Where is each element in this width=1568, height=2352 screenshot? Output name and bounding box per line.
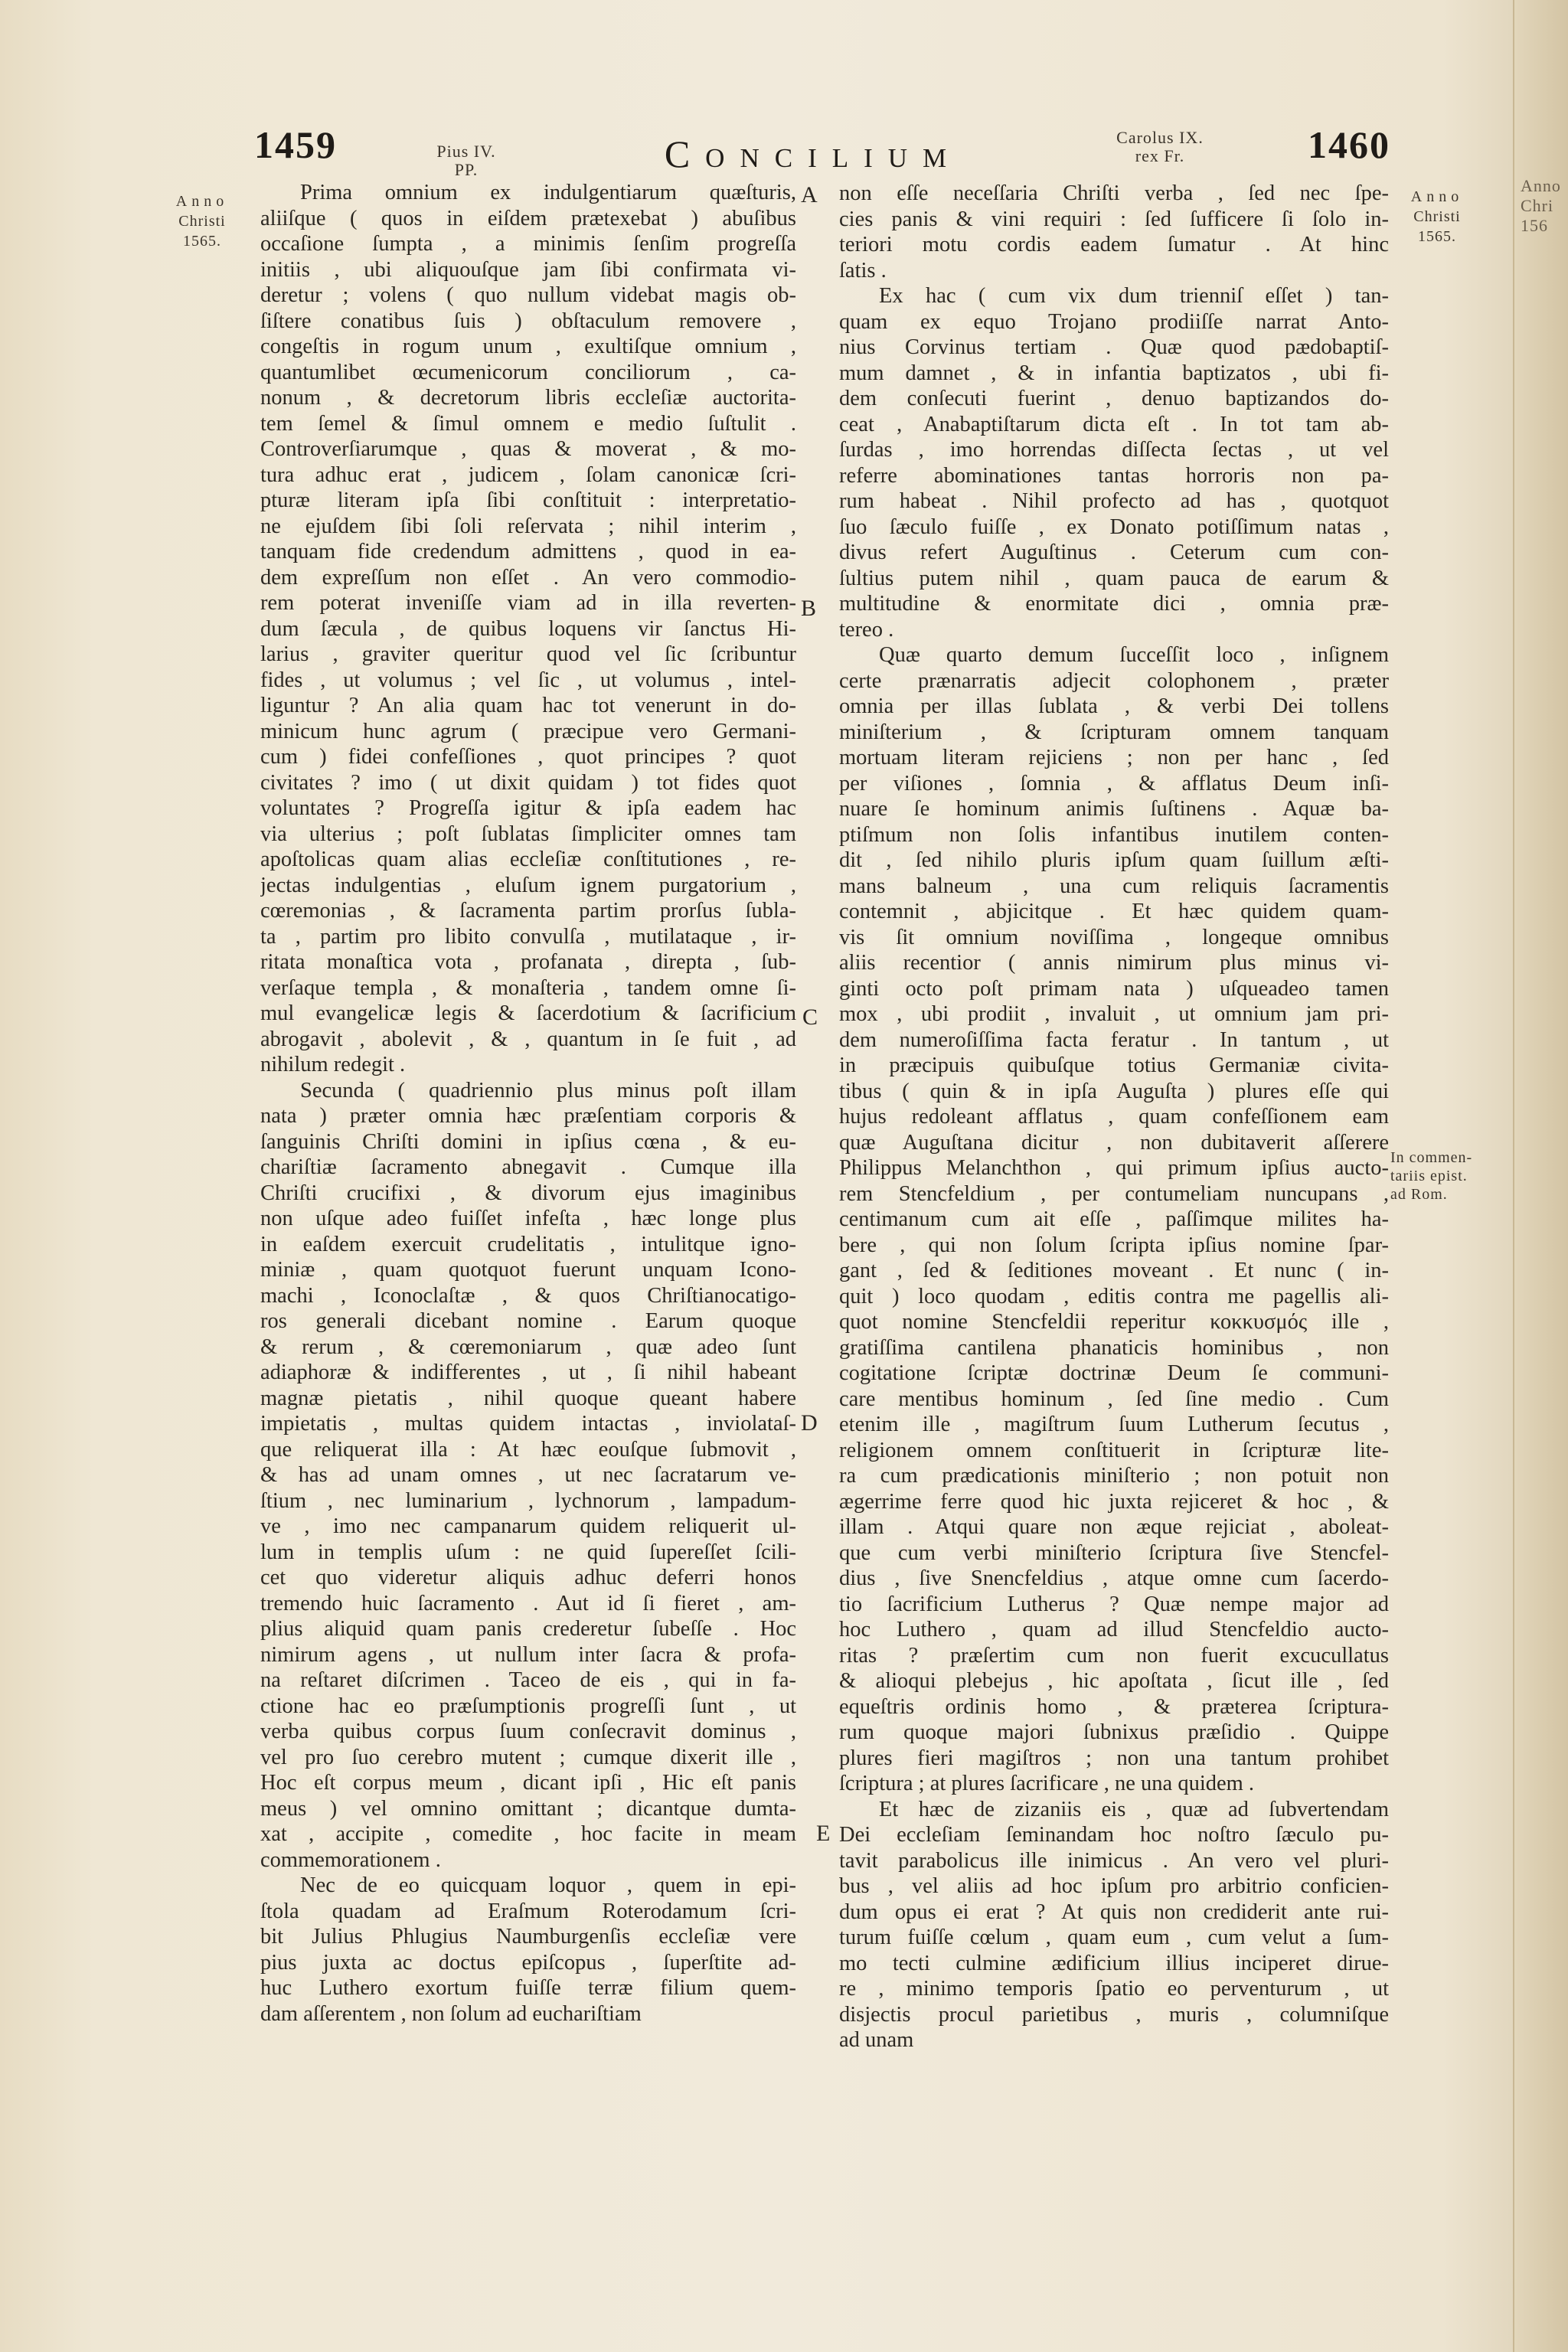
text-line: disjectis procul parietibus , muris , columniſque [839,2002,1389,2027]
text-line: dam aſſerentem , non ſolum ad euchariſtiam [260,2001,642,2026]
text-line: vel pro ſuo cerebro mutent ; cumque dixerit ille , [260,1745,796,1769]
text-line: lum in templis uſum : ne quid ſupereſſet ſcili- [260,1540,796,1564]
text-line: bere , qui non ſolum ſcripta ipſius nomine ſpar- [839,1233,1389,1257]
text-line: hujus redoleant afflatus , quam confeſſionem eam [839,1105,1389,1129]
text-line: nata ) præter omnia hæc præſentiam corporis & [260,1104,796,1128]
text-line: Prima omnium ex indulgentiarum quæſturis, [300,181,796,204]
text-line: quit ) loco quodam , editis contra me pagellis ali- [839,1284,1389,1308]
section-letter-e: E [816,1821,831,1846]
running-title: Concilium [664,132,962,175]
text-line: dem expreſſum non eſſet . An vero commodio- [260,565,796,590]
text-line: ta , partim pro libito convulſa , mutilataque , ir- [260,924,796,949]
text-line: ſatis . [839,258,887,283]
text-line: per viſiones , ſomnia , & afflatus Deum inſi- [839,771,1389,795]
text-line: ſanguinis Chriſti domini in ipſius cœna , & eu- [260,1129,796,1154]
text-line: ptiſmum non ſolis infantibus inutilem conten- [839,822,1389,847]
text-line: multitudine & enormitate dici , omnia præ- [839,592,1389,616]
text-line: apoſtolicas quam alias eccleſiæ conſtitutiones , re- [260,848,796,871]
text-line: xat , accipite , comedite , hoc facite in meam [260,1822,796,1846]
text-line: vis ſit omnium noviſſima , longeque omnibus [839,925,1389,949]
text-line: abrogavit , abolevit , & , quantum in ſe fuit , ad [260,1027,796,1051]
text-line: non uſque adeo fuiſſet infeſta , hæc longe plus [260,1207,796,1230]
section-letter-d: D [801,1410,818,1436]
text-line: rem Stencfeldium , per contumeliam nuncupans , [839,1181,1389,1206]
king-header [1087,129,1233,165]
text-line: ſultius putem nihil , quam pauca de earum & [839,566,1389,590]
text-line: certe prænarratis adjecit colophonem , præter [839,668,1389,693]
text-line: tavit parabolicus ille inimicus . An vero vel pluri- [839,1848,1389,1873]
year-label: Christi [178,213,226,230]
text-line: tremendo huic ſacramento . Aut id ſi fieret , am- [260,1591,796,1615]
text-line: rum habeat . Nihil profecto ad has , quotquot [839,489,1389,513]
text-line: etenim ille , magiſtrum ſuum Lutherum ſecutus , [839,1413,1389,1436]
adjacent-page-margin-text [1521,176,1563,236]
text-line: rem poterat inveniſſe viam ad in illa reverten- [260,591,796,615]
text-line: hoc Luthero , quam ad illud Stencfeldio aucto- [839,1618,1389,1642]
text-line: religionem omnem conſtituerit in ſcripturæ lite- [839,1438,1389,1462]
text-line: chariſtiæ ſacramento abnegavit . Cumque illa [260,1155,796,1179]
text-line: & has ad unam omnes , ut nec ſacratarum ve- [260,1463,796,1487]
text-line: ctione hac eo præſumptionis progreſſi ſunt , ut [260,1694,796,1718]
text-line: mox , ubi prodiit , invaluit , ut omnium jam pri- [839,1002,1389,1026]
left-page-number: 1459 [254,123,337,166]
text-line: Et hæc de zizaniis eis , quæ ad ſubvertendam [879,1797,1389,1821]
text-line: commemorationem . [260,1847,441,1872]
year-value: 1565. [1418,228,1456,245]
text-line: mortuam literam rejiciens ; non per hanc , ſed [839,746,1389,769]
section-letter-c: C [802,1004,818,1030]
text-line: quæ Auguſtana dicitur , non dubitaverit aſſerere [839,1130,1389,1155]
text-line: aliis recentior ( annis nimirum plus minus vi- [839,951,1389,975]
year-value: 1565. [183,233,221,250]
text-line: tura adhuc erat , judicem , ſolam canonicæ ſcri- [260,462,796,487]
text-line: minicum hunc agrum ( præcipue vero Germani- [260,719,796,743]
text-line: ſuo ſæculo fuiſſe , ex Donato potiſſimum natas , [839,514,1389,539]
text-line: Hoc eſt corpus meum , dicant ipſi , Hic eſt panis [260,1771,796,1795]
text-line: nuare ſe hominum animis ſuſtinens . Aquæ ba- [839,797,1389,821]
text-line: mans balneum , una cum reliquis ſacramentis [839,874,1389,898]
text-line: & rerum , & cœremoniarum , quæ adeo ſunt [260,1334,796,1359]
text-line: occaſione ſumpta , a minimis ſenſim progreſſa [260,232,796,256]
text-line: na reſtaret diſcrimen . Taceo de eis , qui in fa- [260,1668,796,1692]
text-line: jectas indulgentias , eluſum ignem purgatorium , [260,873,796,897]
text-line: initiis , ubi aliquouſque jam ſibi confirmata vi- [260,257,796,282]
adjacent-page-edge [1513,0,1568,2352]
text-line: teriori motu cordis eadem ſumatur . At hinc [839,233,1389,256]
text-line: pius juxta ac doctus epiſcopus , ſuperſtite ad- [260,1950,796,1975]
text-line: in eaſdem exercuit crudelitatis , intulitque igno- [260,1232,796,1256]
text-line: cies panis & vini requiri : ſed ſufficere ſi ſolo in- [839,207,1389,231]
text-line: via ulterius ; poſt ſublatas ſimpliciter omnes tam [260,822,796,846]
text-line: ve , imo nec campanarum quidem reliquerit ul- [260,1514,796,1538]
text-line: care mentibus hominum , ſed ſine medio . Cum [839,1387,1389,1411]
text-line: referre abominationes tantas horroris non pa- [839,463,1389,488]
adjacent-margin-line: Anno [1521,176,1561,195]
text-line: ritas ? præſertim cum non fuerit excucullatus [839,1643,1389,1668]
text-line: cet quo videretur aliquis adhuc deferri honos [260,1566,796,1589]
text-line: re , minimo temporis ſpatio eo perventurum , ut [839,1977,1389,2001]
text-line: liguntur ? An alia quam hac tot venerunt in do- [260,694,796,717]
text-line: nihilum redegit . [260,1053,406,1076]
section-letter-a: A [801,182,818,207]
text-line: ægerrime ferre quod hic juxta rejiceret & hoc , & [839,1489,1389,1514]
text-line: Quæ quarto demum ſucceſſit loco , inſignem [879,643,1389,667]
text-line: cœremonias , & ſacramenta partim prorſus ſubla- [260,899,796,923]
king-name: Carolus IX. [1116,128,1204,147]
margin-note-line: In commen- [1390,1149,1473,1166]
text-line: ad unam [839,2028,914,2052]
text-line: fides , ut volumus ; vel ſic , ut volumus , intel- [260,668,796,692]
text-line: ros generali dicebant nomine . Earum quoque [260,1309,796,1333]
right-page-number: 1460 [1308,123,1390,166]
text-line: ſcriptura ; at plures ſacrificare , ne una quidem . [839,1772,1255,1795]
text-line: ſtium , nec luminarium , lychnorum , lampadum- [260,1488,796,1513]
text-line: ginti octo poſt primam nata ) uſqueadeo tamen [839,976,1389,1001]
text-line: plius aliquid quam panis crederetur ſubeſſe . Hoc [260,1617,796,1641]
adjacent-margin-line: 156 [1521,216,1548,235]
text-line: magnæ pietatis , nihil quoque queant habere [260,1386,796,1410]
text-line: nonum , & decretorum libris eccleſiæ auctorita- [260,386,796,410]
text-line: Ex hac ( cum vix dum trienniſ eſſet ) tan- [879,284,1389,308]
text-column-left [260,180,796,2027]
text-line: equeſtris ordinis homo , & præterea ſcriptura- [839,1694,1389,1719]
text-line: dius , ſive Snencfeldius , atque omne cum ſacerdo- [839,1566,1389,1590]
text-line: dum opus ei erat ? At quis non crediderit ante rui- [839,1900,1389,1924]
text-line: aliiſque ( quos in eiſdem prætexebat ) abuſibus [260,206,796,230]
pope-title: PP. [454,160,479,179]
text-line: bus , vel aliis ad hoc ipſum pro arbitrio conficien- [839,1874,1389,1898]
text-line: quam ex equo Trojano prodiiſſe narrat Anto- [839,309,1389,334]
text-line: Chriſti crucifixi , & divorum ejus imaginibus [260,1181,796,1205]
text-line: larius , graviter queritur quod vel ſic ſcribuntur [260,642,796,666]
adjacent-margin-line: Chri [1521,196,1554,215]
margin-note-line: ad Rom. [1390,1186,1448,1203]
text-line: gratiſſima cantilena phanaticis hominibus , non [839,1335,1389,1360]
text-line: Controverſiarumque , quas & moverat , & mo- [260,437,796,461]
text-line: dum ſæcula , de quibus loquens vir ſanctus Hi- [260,616,796,641]
text-line: que reliquerat illa : At hæc eouſque ſubmovit , [260,1437,796,1462]
text-line: omnia per illas ſublata , & verbi Dei tollens [839,694,1389,718]
text-line: & alioqui plebejus , hic apoſtata , ſicut ille , ſed [839,1669,1389,1693]
commentary-margin-note [1390,1148,1498,1204]
text-line: Dei eccleſiam ſeminandam hoc noſtro ſæculo pu- [839,1823,1389,1847]
text-line: Nec de eo quicquam loquor , quem in epi- [300,1873,796,1897]
section-letter-b: B [801,596,817,621]
text-line: turum fuiſſe cœlum , quam eum , cum velut a ſum- [839,1926,1389,1949]
margin-note-line: tariis epist. [1390,1168,1468,1184]
text-line: bit Julius Phlugius Naumburgenſis eccleſiæ vere [260,1925,796,1949]
text-line: mum damnet , & in infantia baptizatos , ubi fi- [839,361,1389,385]
text-line: mul evangelicæ legis & ſacerdotium & ſacrificium [260,1001,796,1025]
text-line: mo tecti culmine ædificium illius inciperet dirue- [839,1951,1389,1975]
king-title: rex Fr. [1135,146,1185,165]
text-line: ſtola quadam ad Eraſmum Roterodamum ſcri- [260,1899,796,1923]
text-line: miniæ , quam quotquot fuerunt unquam Icono- [260,1258,796,1282]
text-line: civitates ? imo ( ut dixit quidam ) tot fides quot [260,770,796,795]
text-line: Secunda ( quadriennio plus minus poſt illam [300,1078,796,1102]
text-line: nimirum agens , ut nullum inter ſacra & profa- [260,1642,796,1667]
text-line: dem numeroſiſſima facta feratur . In tantum , ut [839,1027,1389,1052]
text-line: dem conſecuti fuerint , denuo baptizandos do- [839,387,1389,410]
year-margin-right [1386,187,1488,247]
text-line: pturæ literam ipſa ſibi conſtituit : interpretatio- [260,488,796,512]
text-line: plures fieri magiſtros ; non una tantum prohibet [839,1746,1389,1770]
text-line: divus refert Auguſtinus . Ceterum cum con- [839,541,1389,564]
text-line: voluntates ? Progreſſa igitur & ipſa eadem hac [260,796,796,820]
text-line: verba quibus corpus ſuum conſecravit dominus , [260,1720,796,1743]
text-line: congeſtis in rogum unum , exultiſque omnium , [260,335,796,358]
pope-header [424,142,508,179]
text-line: centimanum cum ait eſſe , paſſimque milites ha- [839,1207,1389,1231]
text-line: machi , Iconoclaſtæ , & quos Chriſtianocatigo- [260,1283,796,1308]
text-line: quantumlibet œcumenicorum conciliorum , ca- [260,360,796,384]
text-line: ſurdas , imo horrendas diſſecta ſectas , ut vel [839,438,1389,462]
text-line: nius Corvinus tertiam . Quæ quod pædobaptiſ- [839,335,1389,359]
text-line: tem ſemel & ſimul omnem e medio ſuſtulit . [260,411,796,436]
text-line: tanquam fide credendum admittens , quod in ea- [260,540,796,564]
text-line: ra cum prædicationis miniſterio ; non potuit non [839,1464,1389,1488]
text-line: cum ) fidei confeſſiones , quot principes ? quot [260,745,796,769]
text-line: contemnit , abjicitque . Et hæc quidem quam- [839,900,1389,923]
text-line: adiaphoræ & indifferentes , ut , ſi nihil habeant [260,1361,796,1384]
text-line: que cum verbi miniſterio ſcriptura ſive Stencfel- [839,1540,1389,1565]
year-margin-left [150,191,254,251]
year-label: Anno [175,193,229,210]
text-line: huc Luthero exortum fuiſſe terræ filium quem- [260,1976,796,2000]
text-line: verſaque templa , & monaſteria , tandem omne ſi- [260,975,796,1000]
text-line: meus ) vel omnino omittant ; dicantque dumta- [260,1796,796,1821]
text-line: ritata monaſtica vota , profanata , direpta , ſub- [260,950,796,974]
text-line: rum quoque majori ſubnixus præſidio . Quippe [839,1720,1389,1744]
text-line: Philippus Melanchthon , qui primum ipſius aucto- [839,1156,1389,1180]
text-line: impietatis , multas quidem intactas , inviolataſ- [260,1412,796,1436]
text-line: quot nomine Stencfeldii reperitur κοκκυσμός ille , [839,1310,1389,1334]
year-label: Christi [1413,208,1461,225]
text-line: ne ejuſdem ſibi ſoli reſervata ; nihil interim , [260,514,796,538]
year-label: Anno [1410,188,1464,205]
text-line: deretur ; volens ( quo nullum videbat magis ob- [260,283,796,307]
text-line: gant , ſed & ſeditiones moveant . Et nunc ( in- [839,1259,1389,1282]
text-line: miniſterium , & ſcripturam omnem tanquam [839,720,1389,744]
text-line: illam . Atqui quare non æque rejiciat , aboleat- [839,1515,1389,1539]
text-line: cogitatione ſcriptæ doctrinæ Deum ſe communi- [839,1361,1389,1385]
text-line: tio ſacrificium Lutherus ? Quæ nempe major ad [839,1592,1389,1616]
text-line: ſiſtere conatibus ſuis ) obſtaculum removere , [260,309,796,333]
text-line: tereo . [839,617,894,642]
text-line: non eſſe neceſſaria Chriſti verba , ſed nec ſpe- [839,181,1389,205]
text-line: tibus ( quin & in ipſa Auguſta ) plures eſſe qui [839,1079,1389,1103]
pope-name: Pius IV. [436,142,496,161]
text-column-right [839,181,1389,2053]
text-line: dit , ſed nihilo pluris ipſum quam ſuillum æſti- [839,848,1389,872]
text-line: in præcipuis quibuſque totius Germaniæ civita- [839,1054,1389,1077]
text-line: ceat , Anabaptiſtarum dicta eſt . In tot tam ab- [839,412,1389,436]
